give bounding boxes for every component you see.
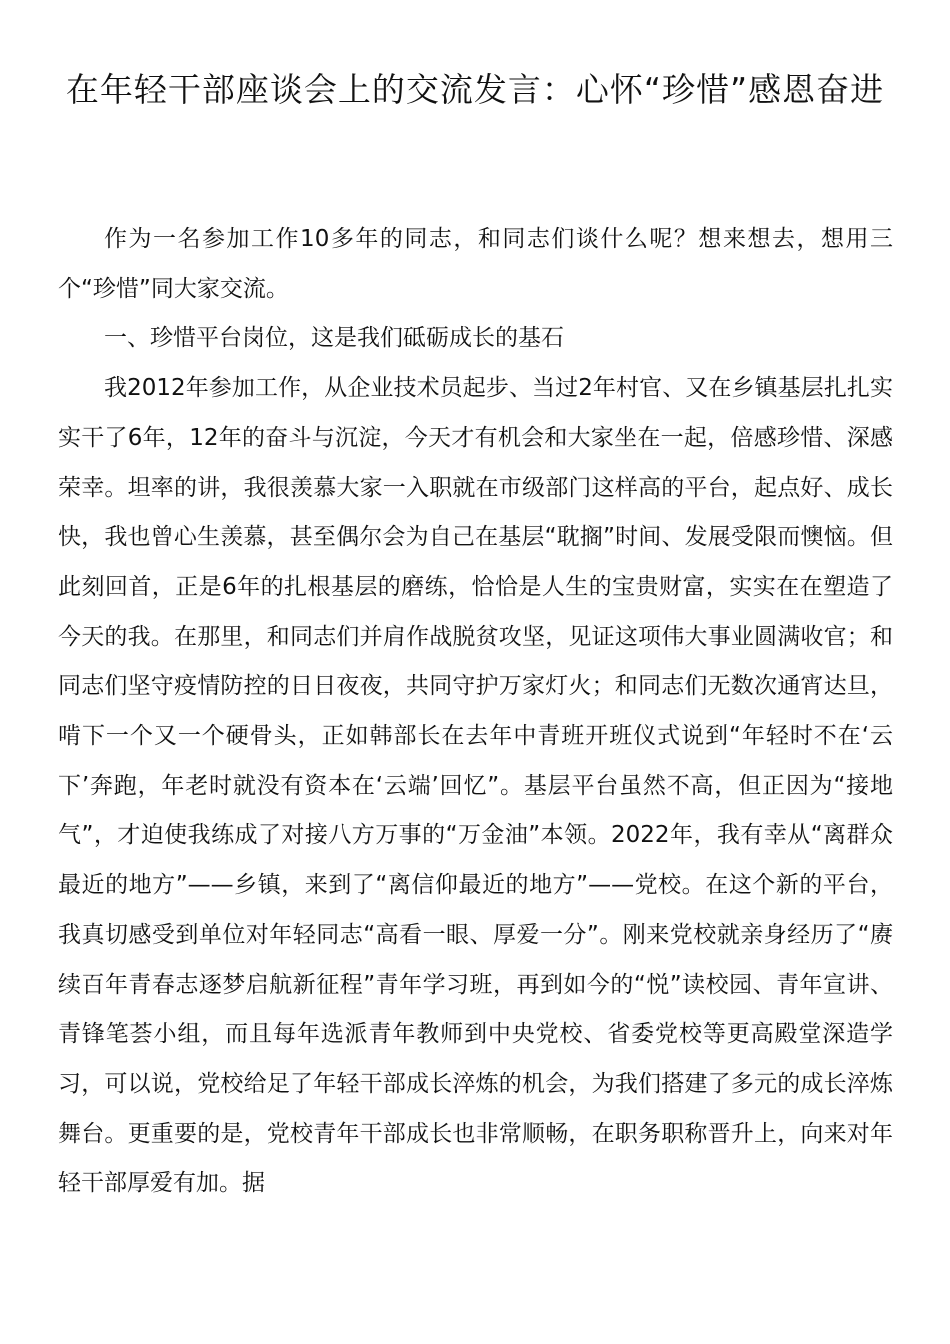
intro-paragraph: 作为一名参加工作10多年的同志，和同志们谈什么呢？想来想去，想用三个“珍惜”同大家交流。 (58, 226, 893, 302)
body-paragraph: 我2012年参加工作，从企业技术员起步、当过2年村官、又在乡镇基层扎扎实实干了6年，12年的奋斗与沉淀，今天才有机会和大家坐在一起，倍感珍惜、深感荣幸。坦率的讲，我很羡慕大家一入职就在市级部门这样高的平台，起点好、成长快，我也曾心生羡慕，甚至偶尔会为自己在基层“耽搁”时间、发展受限而懊恼。但此刻回首，正是6年的扎根基层的磨练，恰恰是人生的宝贵财富，实实在在塑造了今天的我。在那里，和同志们并肩作战脱贫攻坚，见证这项伟大事业圆满收官；和同志们坚守疫情防控的日日夜夜，共同守护万家灯火；和同志们无数次通宵达旦，啃下一个又一个硬骨头，正如韩部长在去年中青班开班仪式说到“年轻时不在‘云下’奔跑，年老时就没有资本在‘云端’回忆”。基层平台虽然不高，但正因为“接地气”，才迫使我练成了对接八方万事的“万金油”本领。2022年，我有幸从“离群众最近的地方”——乡镇，来到了“离信仰最近的地方”——党校。在这个新的平台，我真切感受到单位对年轻同志“高看一眼、厚爱一分”。刚来党校就亲身经历了“赓续百年青春志逐梦启航新征程”青年学习班，再到如今的“悦”读校园、青年宣讲、青锋笔荟小组，而且每年选派青年教师到中央党校、省委党校等更高殿堂深造学习，可以说，党校给足了年轻干部成长淬炼的机会，为我们搭建了多元的成长淬炼舞台。更重要的是，党校青年干部成长也非常顺畅，在职务职称晋升上，向来对年轻干部厚爱有加。据 (58, 375, 893, 1197)
document-body (58, 215, 893, 1209)
document-title: 在年轻干部座谈会上的交流发言：心怀“珍惜”感恩奋进 (65, 70, 885, 109)
section-heading: 一、珍惜平台岗位，这是我们砥砺成长的基石 (104, 325, 564, 352)
